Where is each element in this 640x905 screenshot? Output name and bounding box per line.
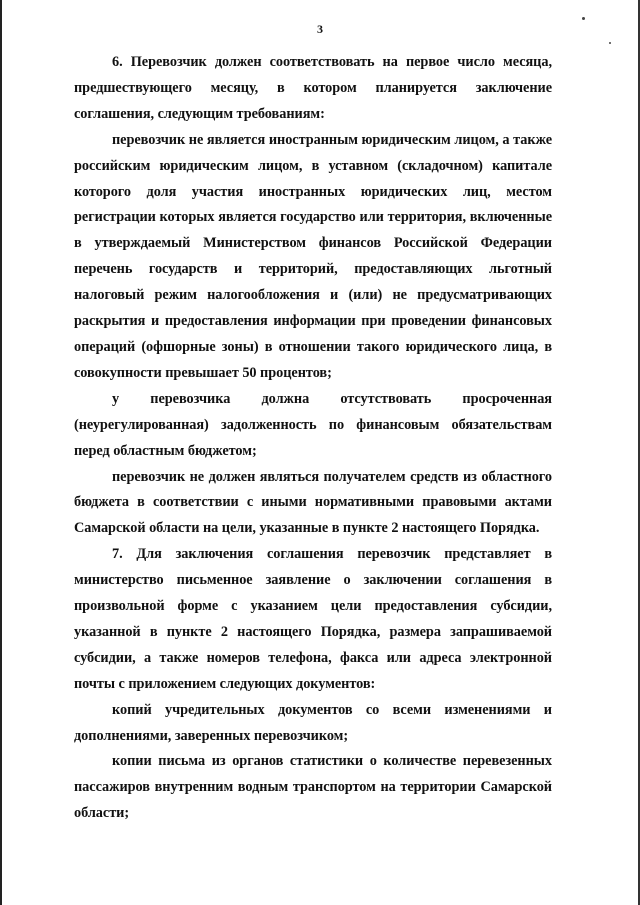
paragraph-foreign-entity-requirement: перевозчик не является иностранным юридическим лицом, а также российским юридическим лицом, в уставном (складочном) капитале которого доля участия иностранных юридических лиц, местом регистрации которых является государство или территория, включенные в утверждаемый Министерством финансов Российской Федерации перечень государств и территорий, предоставляющих льготный налоговый режим налогообложения и (или) не предусматривающих раскрытия и предоставления информации при проведении финансовых операций (офшорные зоны) в отношении такого юридического лица, в совокупности превышает 50 процентов; <box>74 131 552 381</box>
paragraph-statistics-letter: копии письма из органов статистики о количестве перевезенных пассажиров внутренним водным транспортом на территории Самарской области; <box>74 753 552 822</box>
scan-speck <box>582 17 585 20</box>
paragraph-clause-6: 6. Перевозчик должен соответствовать на первое число месяца, предшествующего месяцу, в котором планируется заключение соглашения, следующим требованиям: <box>74 54 552 122</box>
scan-left-edge <box>0 0 2 905</box>
paragraph-founding-documents: копий учредительных документов со всеми изменениями и дополнениями, заверенных перевозчиком; <box>74 701 552 744</box>
document-body <box>74 50 552 827</box>
page-number: 3 <box>317 22 323 36</box>
scan-speck <box>609 42 611 44</box>
paragraph-clause-7: 7. Для заключения соглашения перевозчик представляет в министерство письменное заявление о заключении соглашения в произвольной форме с указанием цели предоставления субсидии, указанной в пункте 2 настоящего Порядка, размера запрашиваемой субсидии, а также номеров телефона, факса или адреса электронной почты с приложением следующих документов: <box>74 546 552 692</box>
paragraph-no-debt-requirement: у перевозчика должна отсутствовать просроченная (неурегулированная) задолженность по финансовым обязательствам перед областным бюджетом; <box>74 390 552 459</box>
paragraph-not-recipient-requirement: перевозчик не должен являться получателем средств из областного бюджета в соответствии с иными нормативными правовыми актами Самарской области на цели, указанные в пункте 2 настоящего Порядка. <box>74 468 552 537</box>
